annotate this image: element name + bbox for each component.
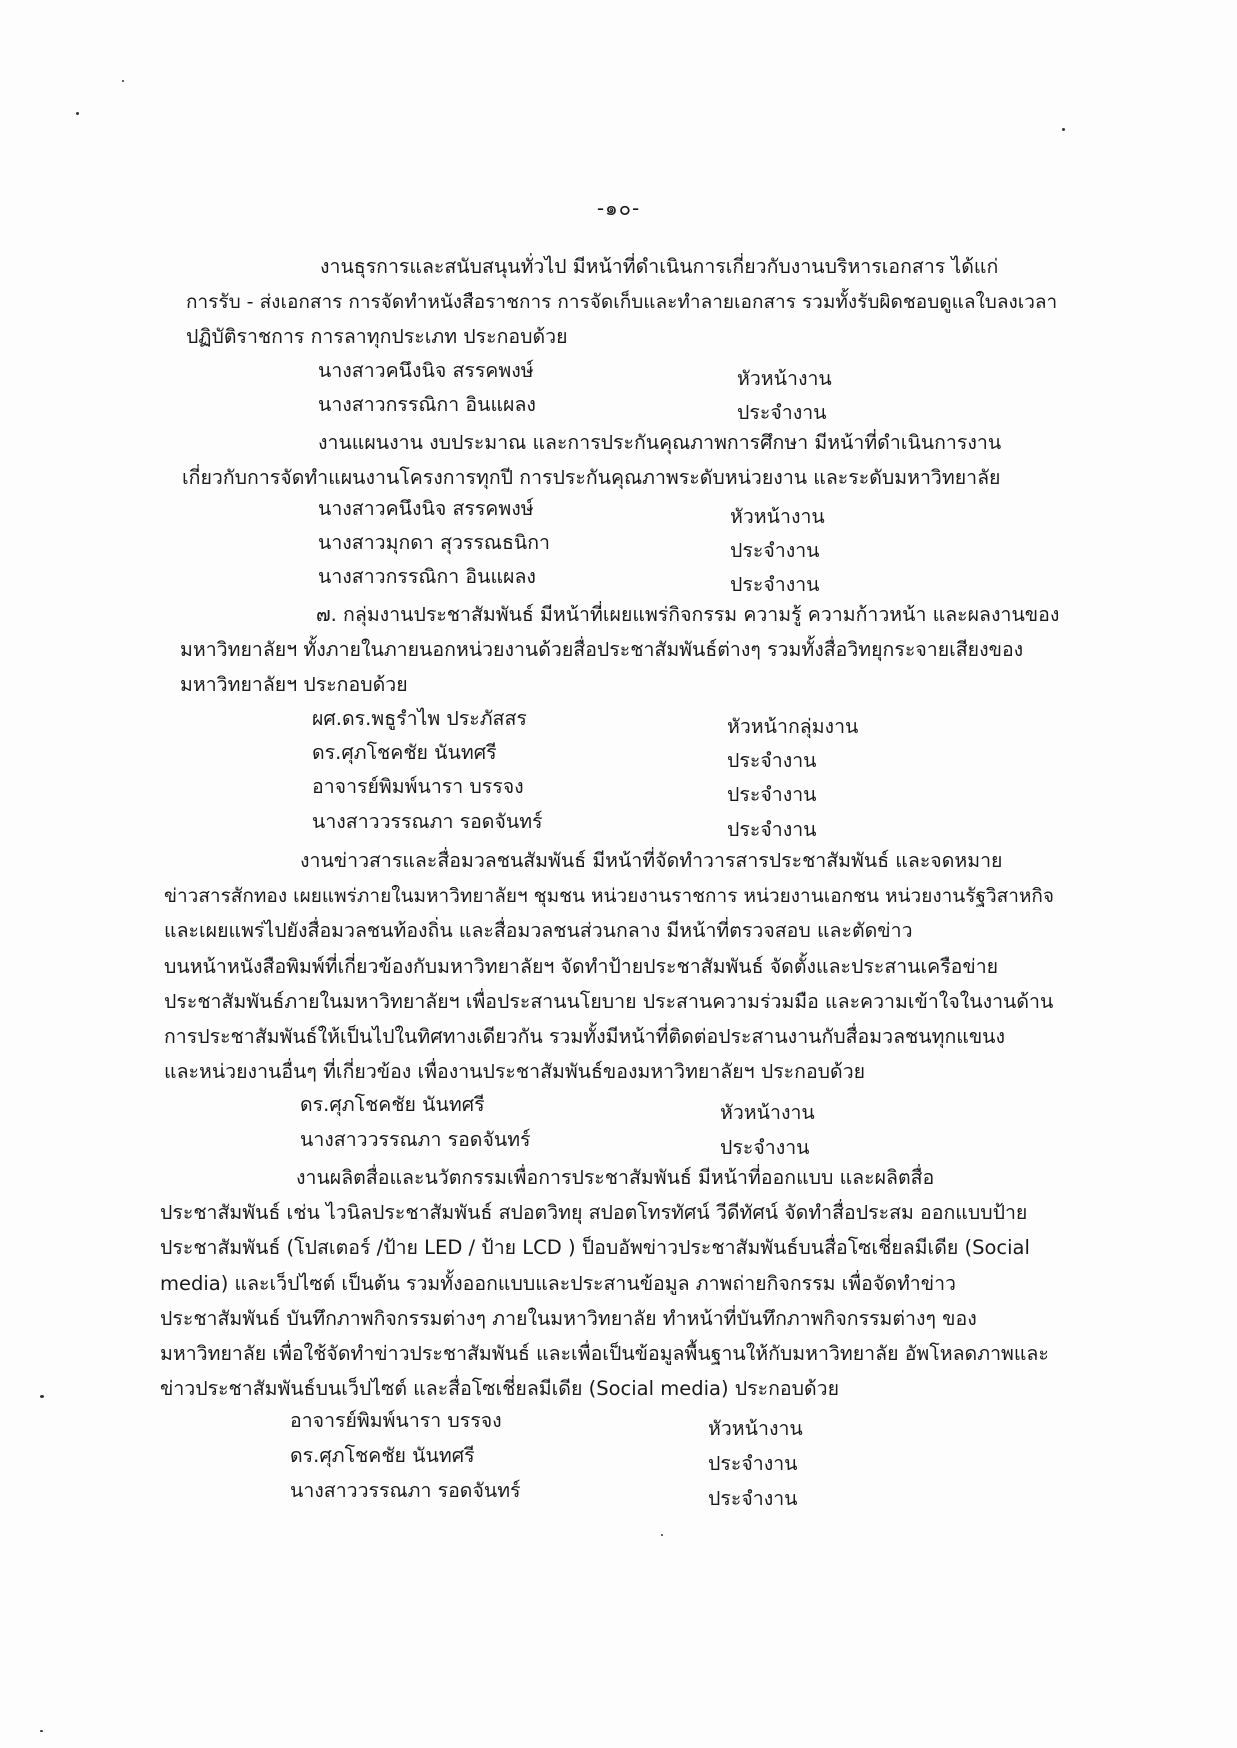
scan-speck [40, 1395, 44, 1398]
member-name: นางสาวมุกดา สุวรรณธนิกา [318, 531, 550, 554]
member-role: หัวหน้างาน [730, 505, 825, 528]
paragraph-line: งานผลิตสื่อและนวัตกรรมเพื่อการประชาสัมพันธ์ มีหน้าที่ออกแบบ และผลิตสื่อ [296, 1166, 935, 1189]
member-name: นางสาววรรณภา รอดจันทร์ [290, 1479, 521, 1502]
member-name: นางสาวคนึงนิจ สรรคพงษ์ [318, 359, 534, 382]
member-name: นางสาวคนึงนิจ สรรคพงษ์ [318, 497, 534, 520]
scan-speck [40, 1730, 43, 1732]
scan-speck [661, 1534, 663, 1536]
member-name: นางสาวกรรณิกา อินแผลง [318, 393, 536, 416]
member-name: ผศ.ดร.พธูรำไพ ประภัสสร [312, 707, 527, 730]
member-role: หัวหน้างาน [708, 1417, 803, 1440]
scan-speck [1062, 128, 1065, 131]
paragraph-line: ประชาสัมพันธ์ภายในมหาวิทยาลัยฯ เพื่อประสานนโยบาย ประสานความร่วมมือ และความเข้าใจในงานด้าน [164, 990, 1054, 1013]
member-name: นางสาววรรณภา รอดจันทร์ [300, 1128, 531, 1151]
paragraph-line: ประชาสัมพันธ์ (โปสเตอร์ /ป้าย LED / ป้าย LCD ) ป็อบอัพข่าวประชาสัมพันธ์บนสื่อโซเชี่ยลมีเดีย (Social [160, 1236, 1030, 1259]
member-name: อาจารย์พิมพ์นารา บรรจง [312, 775, 524, 798]
member-role: หัวหน้างาน [720, 1101, 815, 1124]
paragraph-line: มหาวิทยาลัย เพื่อใช้จัดทำข่าวประชาสัมพันธ์ และเพื่อเป็นข้อมูลพื้นฐานให้กับมหาวิทยาลัย อัพโหลดภาพและ [160, 1342, 1049, 1365]
paragraph-line: การประชาสัมพันธ์ให้เป็นไปในทิศทางเดียวกัน รวมทั้งมีหน้าที่ติดต่อประสานงานกับสื่อมวลชนทุกแขนง [164, 1025, 1005, 1048]
member-role: ประจำงาน [708, 1487, 798, 1510]
paragraph-line: การรับ - ส่งเอกสาร การจัดทำหนังสือราชการ การจัดเก็บและทำลายเอกสาร รวมทั้งรับผิดชอบดูแลใบลงเวลา [186, 291, 1058, 313]
paragraph-line: ประชาสัมพันธ์ บันทึกภาพกิจกรรมต่างๆ ภายในมหาวิทยาลัย ทำหน้าที่บันทึกภาพกิจกรรมต่างๆ ของ [160, 1307, 977, 1330]
paragraph-line: งานธุรการและสนับสนุนทั่วไป มีหน้าที่ดำเนินการเกี่ยวกับงานบริหารเอกสาร ได้แก่ [320, 255, 999, 278]
paragraph-line: media) และเว็ปไซต์ เป็นต้น รวมทั้งออกแบบและประสานข้อมูล ภาพถ่ายกิจกรรม เพื่อจัดทำข่าว [160, 1272, 956, 1295]
paragraph-line: บนหน้าหนังสือพิมพ์ที่เกี่ยวข้องกับมหาวิทยาลัยฯ จัดทำป้ายประชาสัมพันธ์ จัดตั้งและประสานเครือข่าย [164, 955, 999, 978]
member-role: ประจำงาน [727, 818, 817, 841]
scan-speck [122, 80, 124, 82]
paragraph-line: เกี่ยวกับการจัดทำแผนงานโครงการทุกปี การประกันคุณภาพระดับหน่วยงาน และระดับมหาวิทยาลัย [182, 466, 1001, 489]
paragraph-line: ปฏิบัติราชการ การลาทุกประเภท ประกอบด้วย [186, 325, 568, 348]
member-role: ประจำงาน [727, 749, 817, 772]
member-role: ประจำงาน [720, 1136, 810, 1159]
page-number: -๑๐- [596, 196, 641, 220]
paragraph-line: ๗. กลุ่มงานประชาสัมพันธ์ มีหน้าที่เผยแพร่กิจกรรม ความรู้ ความก้าวหน้า และผลงานของ [316, 603, 1060, 626]
member-role: ประจำงาน [737, 401, 827, 424]
member-name: ดร.ศุภโชคชัย นันทศรี [290, 1444, 475, 1467]
member-name: ดร.ศุภโชคชัย นันทศรี [312, 741, 497, 764]
member-role: ประจำงาน [730, 573, 820, 596]
member-role: ประจำงาน [727, 783, 817, 806]
member-role: หัวหน้ากลุ่มงาน [727, 715, 859, 738]
paragraph-line: งานแผนงาน งบประมาณ และการประกันคุณภาพการศึกษา มีหน้าที่ดำเนินการงาน [318, 431, 1002, 454]
paragraph-line: ประชาสัมพันธ์ เช่น ไวนิลประชาสัมพันธ์ สปอตวิทยุ สปอตโทรทัศน์ วีดีทัศน์ จัดทำสื่อประสม ออกแบบป้าย [160, 1201, 1028, 1224]
member-name: อาจารย์พิมพ์นารา บรรจง [290, 1409, 502, 1432]
member-role: ประจำงาน [708, 1452, 798, 1475]
member-name: นางสาวกรรณิกา อินแผลง [318, 565, 536, 588]
paragraph-line: และเผยแพร่ไปยังสื่อมวลชนท้องถิ่น และสื่อมวลชนส่วนกลาง มีหน้าที่ตรวจสอบ และตัดข่าว [164, 919, 913, 942]
member-name: ดร.ศุภโชคชัย นันทศรี [300, 1093, 485, 1116]
member-role: หัวหน้างาน [737, 367, 832, 390]
paragraph-line: ข่าวสารสักทอง เผยแพร่ภายในมหาวิทยาลัยฯ ชุมชน หน่วยงานราชการ หน่วยงานเอกชน หน่วยงานรัฐวิสาหกิจ [164, 885, 1055, 907]
paragraph-line: มหาวิทยาลัยฯ ทั้งภายในภายนอกหน่วยงานด้วยสื่อประชาสัมพันธ์ต่างๆ รวมทั้งสื่อวิทยุกระจายเสียงของ [180, 638, 1024, 661]
paragraph-line: มหาวิทยาลัยฯ ประกอบด้วย [180, 673, 408, 696]
paragraph-line: และหน่วยงานอื่นๆ ที่เกี่ยวข้อง เพื่องานประชาสัมพันธ์ของมหาวิทยาลัยฯ ประกอบด้วย [164, 1060, 866, 1083]
paragraph-line: งานข่าวสารและสื่อมวลชนสัมพันธ์ มีหน้าที่จัดทำวารสารประชาสัมพันธ์ และจดหมาย [300, 849, 1003, 872]
paragraph-line: ข่าวประชาสัมพันธ์บนเว็ปไซต์ และสื่อโซเชี่ยลมีเดีย (Social media) ประกอบด้วย [160, 1377, 840, 1400]
scan-speck [76, 112, 79, 115]
member-role: ประจำงาน [730, 539, 820, 562]
member-name: นางสาววรรณภา รอดจันทร์ [312, 810, 543, 833]
